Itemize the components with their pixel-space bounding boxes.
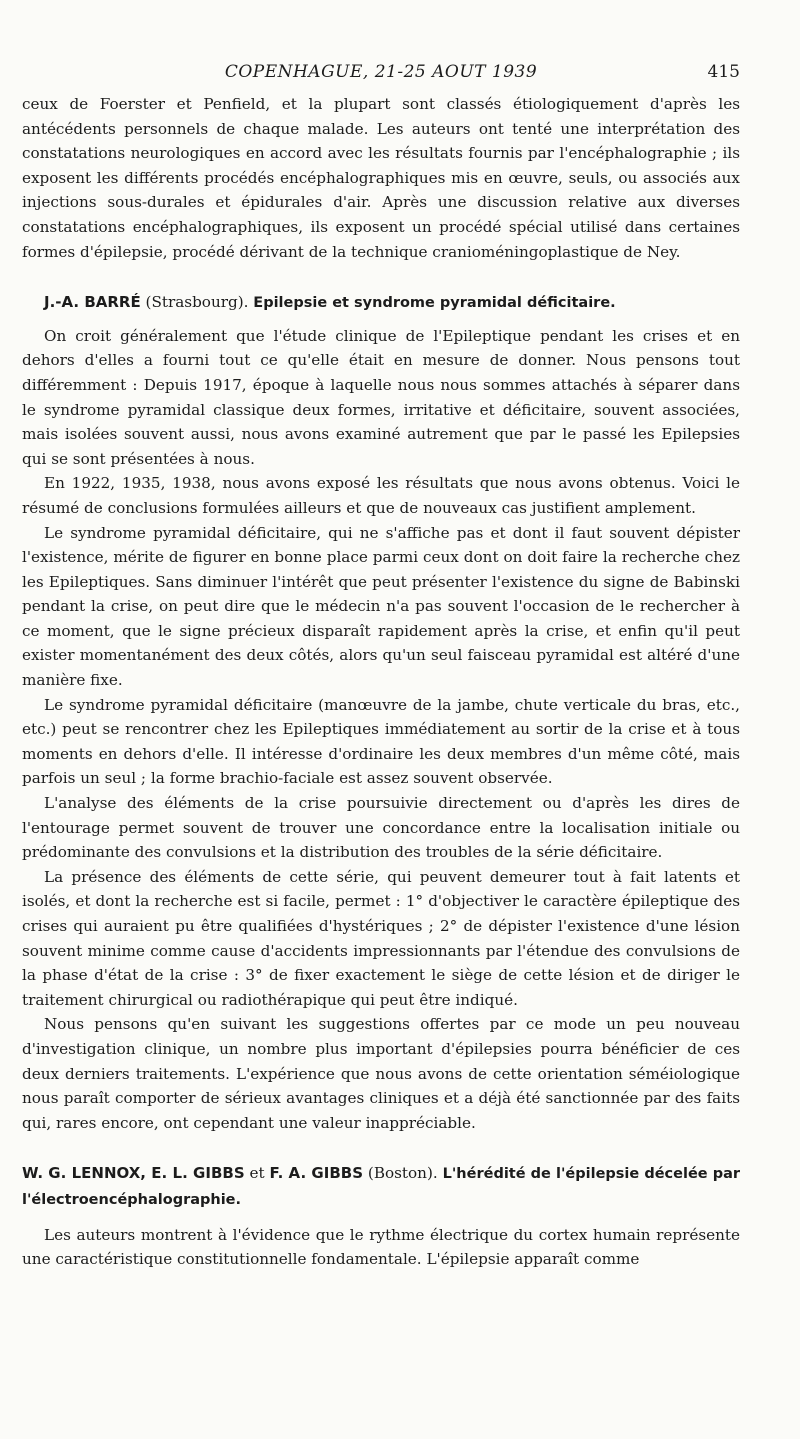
article-conjunction: et: [249, 1164, 265, 1183]
paragraph: Les auteurs montrent à l'évidence que le rythme électrique du cortex humain représente une caractéristique constitutionnelle fondamentale. L'épilepsie apparaît comme: [22, 1225, 740, 1269]
paragraph: Nous pensons qu'en suivant les suggestions offertes par ce mode un peu nouveau d'investigation clinique, un nombre plus important d'épilepsies pourra bénéficier de ces deux derniers traitements. L'expérience que nous avons de cette orientation séméiologique nous paraît comporter de sérieux avantages cliniques et a déjà été sanctionnée par des faits qui, rares encore, ont cependant une valeur inappréciable.: [22, 1015, 740, 1132]
paragraph: Le syndrome pyramidal déficitaire, qui ne s'affiche pas et dont il faut souvent dépister l'existence, mérite de figurer en bonne place parmi ceux dont on doit faire la recherche chez les Epileptiques. Sans diminuer l'intérêt que peut présenter l'existence du signe de Babinski pendant la crise, on peut dire que le médecin n'a pas souvent l'occasion de le rechercher à ce moment, que le signe précieux disparaît rapidement après la crise, et enfin qu'il peut exister momentanément des deux côtés, alors qu'un seul faisceau pyramidal est altéré d'une manière fixe.: [22, 523, 740, 690]
article-affiliation: (Strasbourg).: [145, 293, 249, 312]
paragraph: L'analyse des éléments de la crise poursuivie directement ou d'après les dires de l'entourage permet souvent de trouver une concordance entre la localisation initiale ou prédominante des convulsions et la distribution des troubles de la série déficitaire.: [22, 794, 740, 862]
article-author: J.-A. BARRÉ: [44, 293, 141, 312]
paragraph: En 1922, 1935, 1938, nous avons exposé les résultats que nous avons obtenus. Voici le résumé de conclusions formulées ailleurs et que de nouveaux cas justifient amplement.: [22, 474, 740, 517]
article-affiliation: (Boston).: [367, 1164, 438, 1183]
article-authors: W. G. LENNOX, E. L. GIBBS: [22, 1164, 245, 1183]
article-title: L'hérédité de l'épilepsie décelée par l'électroencéphalographie.: [22, 1166, 741, 1208]
paragraph: Le syndrome pyramidal déficitaire (manœuvre de la jambe, chute verticale du bras, etc., etc.) peut se rencontrer chez les Epileptiques immédiatement au sortir de la crise et à tous moments en dehors d'elle. Il intéresse d'ordinaire les deux membres d'un même côté, mais parfois un seul ; la forme brachio-faciale est assez souvent observée.: [22, 695, 740, 788]
article-heading-barre: [22, 290, 740, 316]
body-text: [22, 92, 740, 1272]
article-heading-lennox: [22, 1161, 740, 1212]
article-title: Epilepsie et syndrome pyramidal déficitaire.: [253, 295, 616, 312]
intro-paragraph: ceux de Foerster et Penfield, et la plupart sont classés étiologiquement d'après les antécédents personnels de chaque malade. Les auteurs ont tenté une interprétation des constatations neurologiques en accord avec les résultats fournis par l'encéphalographie ; ils exposent les différents procédés encéphalographiques mis en œuvre, seuls, ou associés aux injections sous-durales et épidurales d'air. Après une discussion relative aux diverses constatations encéphalographiques, ils exposent un procédé spécial utilisé dans certaines formes d'épilepsie, procédé dérivant de la technique cranioméningoplastique de Ney.: [22, 95, 740, 261]
document-page: [22, 62, 740, 1272]
running-head: [22, 62, 740, 92]
article-authors: F. A. GIBBS: [269, 1164, 363, 1183]
running-head-title: COPENHAGUE, 21-25 AOUT 1939: [224, 62, 538, 82]
paragraph: On croit généralement que l'étude clinique de l'Epileptique pendant les crises et en dehors d'elles a fourni tout ce qu'elle était en mesure de donner. Nous pensons tout différemment : Depuis 1917, époque à laquelle nous nous sommes attachés à séparer dans le syndrome pyramidal classique deux formes, irritative et déficitaire, souvent associées, mais isolées souvent aussi, nous avons examiné autrement que par le passé les Epilepsies qui se sont présentées à nous.: [22, 326, 740, 468]
paragraph: La présence des éléments de cette série, qui peuvent demeurer tout à fait latents et isolés, et dont la recherche est si facile, permet : 1° d'objectiver le caractère épileptique des crises qui auraient pu être qualifiées d'hystériques ; 2° de dépister l'existence d'une lésion souvent minime comme cause d'accidents impressionnants par l'étendue des convulsions de la phase d'état de la crise : 3° de fixer exactement le siège de cette lésion et de diriger le traitement chirurgical ou radiothérapique qui peut être indiqué.: [22, 867, 740, 1009]
page-number: 415: [707, 62, 740, 82]
